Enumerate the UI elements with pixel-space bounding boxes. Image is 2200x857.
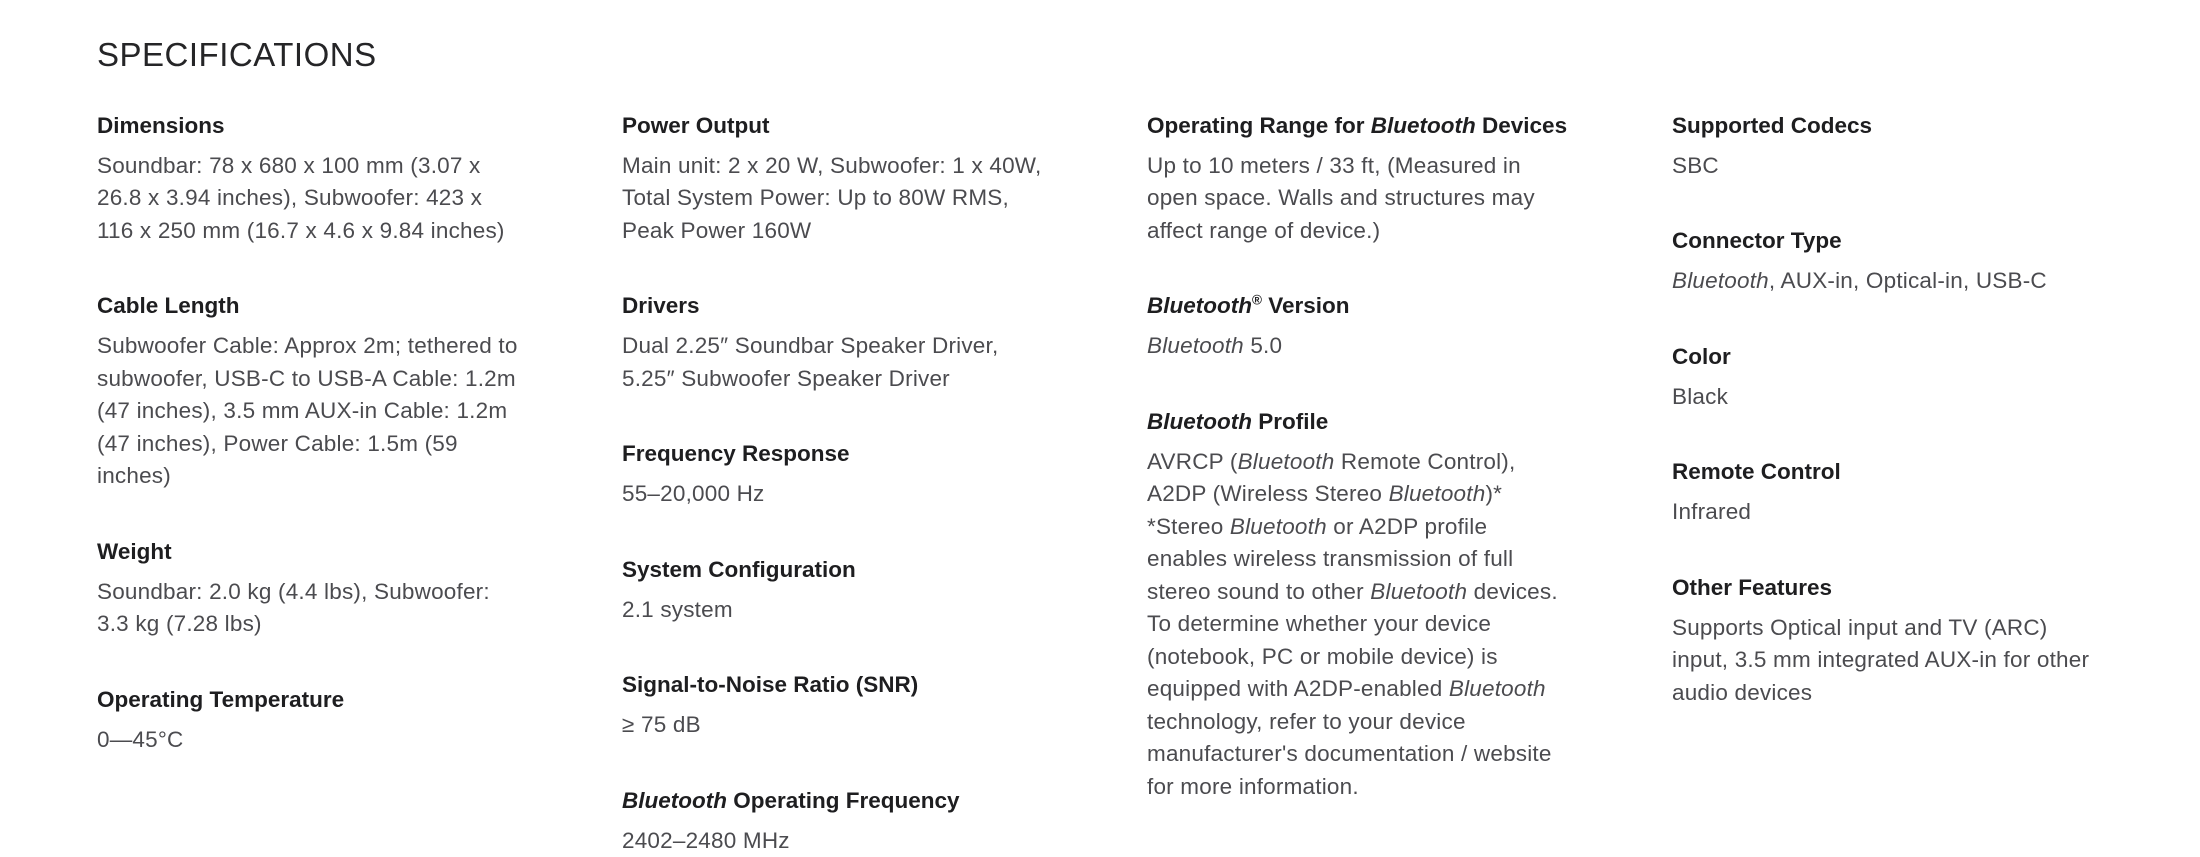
body-italic-text: Bluetooth bbox=[1237, 448, 1335, 474]
body-text: devices. To determine whether your device (notebook, PC or mobile device) is equipped with A2DP-enabled bbox=[1147, 578, 1558, 702]
spec-section-body bbox=[1147, 150, 1572, 248]
spec-section-body bbox=[622, 150, 1047, 248]
body-text: Supports Optical input and TV (ARC) input, 3.5 mm integrated AUX-in for other audio devices bbox=[1672, 614, 2090, 705]
spec-section bbox=[622, 111, 1047, 248]
spec-section-title bbox=[622, 555, 1047, 585]
spec-section-title bbox=[622, 670, 1047, 700]
body-italic-text: Bluetooth bbox=[1229, 513, 1327, 539]
spec-section bbox=[1672, 226, 2097, 298]
title-italic-text: Bluetooth bbox=[1147, 408, 1252, 434]
title-text: Frequency Response bbox=[622, 441, 850, 467]
title-text: Supported Codecs bbox=[1672, 112, 1873, 138]
body-text: Subwoofer Cable: Approx 2m; tethered to subwoofer, USB-C to USB-A Cable: 1.2m (47 inches), 3.5 mm AUX-in Cable: 1.2m (47 inches), Power Cable: 1.5m (59 inches) bbox=[97, 333, 518, 489]
body-text: Black bbox=[1672, 383, 1729, 409]
body-italic-text: Bluetooth bbox=[1448, 676, 1546, 702]
body-text: Up to 10 meters / 33 ft, (Measured in open space. Walls and structures may affect range of device.) bbox=[1147, 152, 1535, 243]
spec-section bbox=[622, 786, 1047, 857]
body-text: Infrared bbox=[1672, 499, 1752, 525]
spec-section bbox=[1672, 457, 2097, 529]
spec-section-title bbox=[622, 439, 1047, 469]
title-text: Operating Frequency bbox=[726, 787, 960, 813]
spec-section-title bbox=[1672, 342, 2097, 372]
body-text: *Stereo bbox=[1147, 513, 1230, 539]
title-text: Other Features bbox=[1672, 574, 1833, 600]
spec-section-body bbox=[97, 576, 522, 641]
spec-section-title bbox=[97, 537, 522, 567]
body-text: SBC bbox=[1672, 152, 1719, 178]
title-text: Color bbox=[1672, 343, 1731, 369]
body-text: 2.1 system bbox=[622, 596, 733, 622]
spec-columns bbox=[97, 111, 2120, 857]
body-italic-text: Bluetooth bbox=[1370, 578, 1468, 604]
body-italic-text: Bluetooth bbox=[1147, 333, 1244, 359]
spec-section-body bbox=[622, 330, 1047, 395]
spec-section bbox=[97, 111, 522, 248]
spec-section-title bbox=[97, 685, 522, 715]
spec-section-title bbox=[97, 111, 522, 141]
body-text: technology, refer to your device manufacturer's documentation / website for more information. bbox=[1147, 708, 1552, 799]
body-text: AVRCP ( bbox=[1147, 448, 1238, 474]
body-text: Remote Control), A2DP (Wireless Stereo bbox=[1147, 448, 1516, 507]
spec-section-body bbox=[1672, 381, 2097, 414]
spec-column-1 bbox=[97, 111, 522, 757]
spec-column-3 bbox=[1147, 111, 1572, 804]
title-text: Weight bbox=[97, 538, 172, 564]
spec-section bbox=[622, 555, 1047, 627]
title-text: Connector Type bbox=[1672, 228, 1842, 254]
spec-section-body bbox=[1147, 446, 1572, 804]
title-text: Remote Control bbox=[1672, 459, 1841, 485]
spec-section-title bbox=[622, 291, 1047, 321]
spec-section-body bbox=[1672, 265, 2097, 298]
body-text: Soundbar: 2.0 kg (4.4 lbs), Subwoofer: 3.3 kg (7.28 lbs) bbox=[97, 578, 490, 637]
spec-section bbox=[1147, 407, 1572, 804]
title-italic-text: Bluetooth bbox=[622, 787, 727, 813]
spec-section-title bbox=[1672, 226, 2097, 256]
title-text: Profile bbox=[1251, 408, 1329, 434]
body-text: Main unit: 2 x 20 W, Subwoofer: 1 x 40W, Total System Power: Up to 80W RMS, Peak Power 160W bbox=[622, 152, 1042, 243]
title-italic-text: Bluetooth bbox=[1147, 293, 1252, 319]
spec-section-body bbox=[97, 150, 522, 248]
body-italic-text: Bluetooth bbox=[1672, 268, 1769, 294]
body-text: 5.0 bbox=[1243, 333, 1283, 359]
spec-column-2 bbox=[622, 111, 1047, 857]
spec-section-body bbox=[1672, 612, 2097, 710]
spec-section-title bbox=[1672, 111, 2097, 141]
body-text: 55–20,000 Hz bbox=[622, 481, 765, 507]
spec-section-body bbox=[622, 825, 1047, 857]
body-text: , AUX-in, Optical-in, USB-C bbox=[1768, 268, 2047, 294]
body-text: ≥ 75 dB bbox=[622, 712, 701, 738]
spec-section bbox=[97, 291, 522, 493]
title-text: Signal-to-Noise Ratio (SNR) bbox=[622, 672, 919, 698]
spec-section-title bbox=[1147, 407, 1572, 437]
page-title: SPECIFICATIONS bbox=[97, 36, 377, 73]
title-text: Dimensions bbox=[97, 112, 225, 138]
spec-section-title bbox=[622, 111, 1047, 141]
body-italic-text: Bluetooth bbox=[1388, 481, 1486, 507]
spec-section-title bbox=[622, 786, 1047, 816]
spec-section bbox=[622, 439, 1047, 511]
title-text: Operating Range for bbox=[1147, 112, 1371, 138]
spec-section-body bbox=[622, 478, 1047, 511]
title-text: System Configuration bbox=[622, 556, 856, 582]
spec-section-title bbox=[1672, 457, 2097, 487]
spec-section bbox=[622, 291, 1047, 395]
spec-section bbox=[1147, 291, 1572, 363]
spec-section-body bbox=[622, 594, 1047, 627]
spec-section-body bbox=[1672, 150, 2097, 183]
body-text: Dual 2.25″ Soundbar Speaker Driver, 5.25″ Subwoofer Speaker Driver bbox=[622, 333, 999, 391]
spec-section bbox=[1672, 573, 2097, 710]
body-text: 2402–2480 MHz bbox=[622, 827, 790, 853]
body-text: Soundbar: 78 x 680 x 100 mm (3.07 x 26.8 x 3.94 inches), Subwoofer: 423 x 116 x 250 mm (16.7 x 4.6 x 9.84 inches) bbox=[97, 152, 505, 243]
spec-section bbox=[1672, 342, 2097, 414]
registered-mark: ® bbox=[1251, 292, 1262, 308]
spec-section-title bbox=[1147, 291, 1572, 321]
spec-section bbox=[97, 685, 522, 757]
title-text: Cable Length bbox=[97, 293, 240, 319]
spec-section-title bbox=[97, 291, 522, 321]
body-text: )* bbox=[1485, 481, 1503, 507]
spec-column-4 bbox=[1672, 111, 2097, 710]
title-text: Version bbox=[1261, 293, 1350, 319]
title-text: Drivers bbox=[622, 293, 700, 319]
spec-section-body bbox=[622, 709, 1047, 742]
title-italic-text: Bluetooth bbox=[1370, 112, 1476, 138]
spec-section bbox=[1672, 111, 2097, 183]
spec-section-body bbox=[97, 724, 522, 757]
spec-section-title bbox=[1147, 111, 1572, 141]
spec-section-body bbox=[97, 330, 522, 493]
body-text: 0—45°C bbox=[97, 726, 184, 752]
spec-section-body bbox=[1672, 496, 2097, 529]
spec-section bbox=[97, 537, 522, 641]
spec-section bbox=[622, 670, 1047, 742]
body-text: or A2DP profile enables wireless transmission of full stereo sound to other bbox=[1147, 513, 1514, 604]
spec-section bbox=[1147, 111, 1572, 248]
title-text: Power Output bbox=[622, 112, 770, 138]
title-text: Operating Temperature bbox=[97, 686, 345, 712]
spec-section-body bbox=[1147, 330, 1572, 363]
title-text: Devices bbox=[1475, 112, 1568, 138]
spec-section-title bbox=[1672, 573, 2097, 603]
